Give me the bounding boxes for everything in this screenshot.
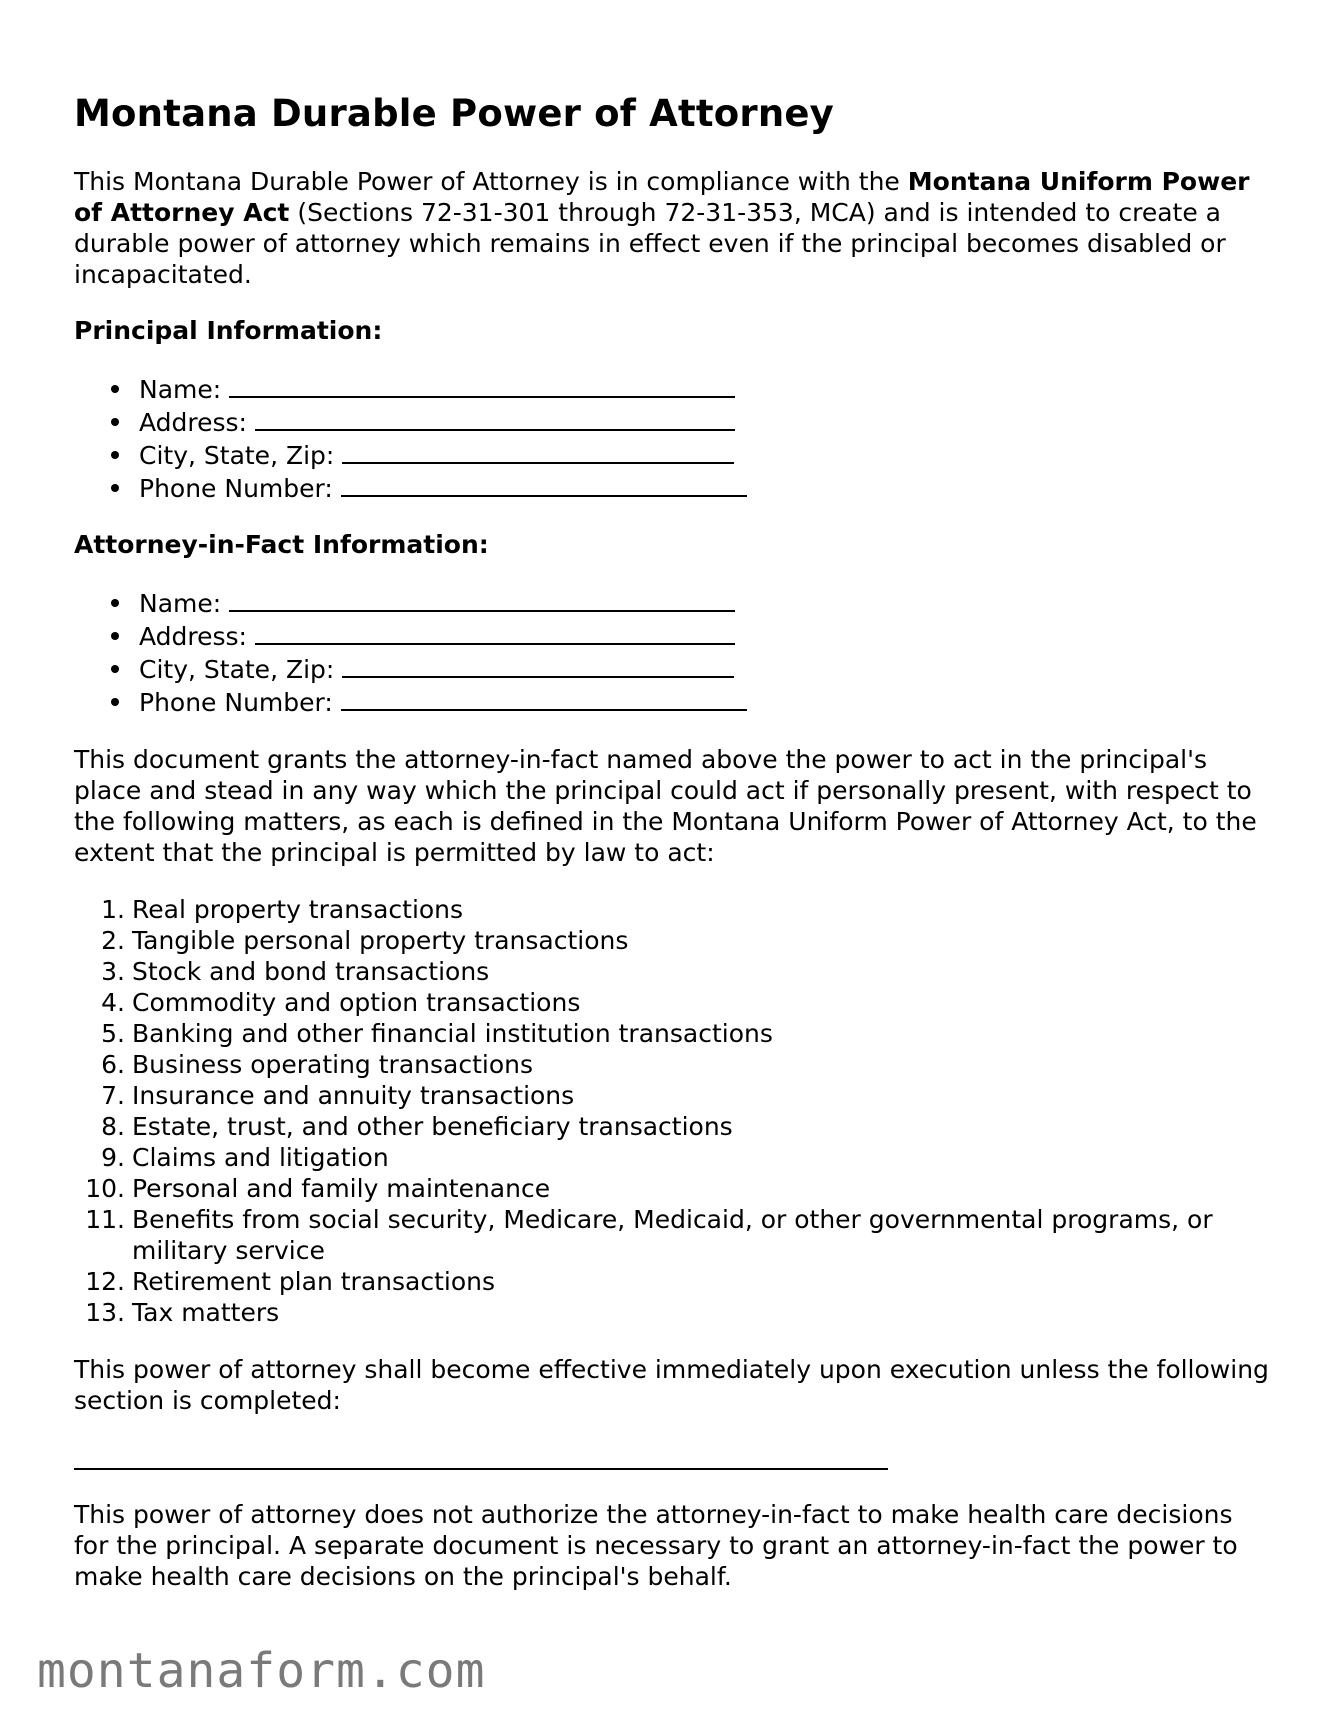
list-item bbox=[74, 1080, 1274, 1111]
item-text: Real property transactions bbox=[132, 895, 464, 924]
list-item bbox=[74, 1266, 1274, 1297]
powers-list bbox=[74, 894, 1274, 1328]
field-label: Name: bbox=[139, 375, 222, 404]
effective-date-blank[interactable] bbox=[74, 1468, 888, 1470]
item-text: Estate, trust, and other beneficiary transactions bbox=[132, 1112, 733, 1141]
watermark: montanaform.com bbox=[37, 1643, 486, 1699]
principal-fields bbox=[74, 372, 1274, 504]
item-number: 12. bbox=[85, 1267, 125, 1296]
attorney-address-blank[interactable] bbox=[255, 619, 735, 645]
field-label: City, State, Zip: bbox=[139, 441, 335, 470]
principal-city-state-zip-blank[interactable] bbox=[342, 438, 734, 464]
item-number: 13. bbox=[85, 1298, 125, 1327]
intro-text-1: This Montana Durable Power of Attorney is in compliance with the bbox=[74, 167, 908, 196]
health-care-paragraph: This power of attorney does not authorize the attorney-in-fact to make health care decisions for the principal. A separate document is necessary to grant an attorney-in-fact the power to make health care decisions on the principal's behalf. bbox=[74, 1500, 1238, 1591]
item-text: Benefits from social security, Medicare, Medicaid, or other governmental programs, or military service bbox=[132, 1205, 1213, 1265]
list-item bbox=[74, 1297, 1274, 1328]
principal-heading: Principal Information: bbox=[74, 316, 383, 345]
principal-address-blank[interactable] bbox=[255, 405, 735, 431]
item-number: 10. bbox=[85, 1174, 125, 1203]
item-text: Commodity and option transactions bbox=[132, 988, 581, 1017]
item-number: 7. bbox=[101, 1081, 125, 1110]
item-number: 9. bbox=[101, 1143, 125, 1172]
list-item bbox=[74, 1049, 1274, 1080]
effective-paragraph: This power of attorney shall become effective immediately upon execution unless the following section is completed: bbox=[74, 1355, 1269, 1415]
item-number: 5. bbox=[101, 1019, 125, 1048]
item-text: Insurance and annuity transactions bbox=[132, 1081, 575, 1110]
intro-paragraph bbox=[74, 166, 1274, 290]
list-item bbox=[74, 1142, 1274, 1173]
attorney-address-field bbox=[74, 619, 1274, 652]
item-number: 2. bbox=[101, 926, 125, 955]
attorney-city-state-zip-field bbox=[74, 652, 1274, 685]
field-label: City, State, Zip: bbox=[139, 655, 335, 684]
list-item bbox=[74, 925, 1274, 956]
attorney-phone-blank[interactable] bbox=[341, 685, 747, 711]
attorney-city-state-zip-blank[interactable] bbox=[342, 652, 734, 678]
list-item bbox=[74, 1173, 1274, 1204]
principal-address-field bbox=[74, 405, 1274, 438]
principal-name-field bbox=[74, 372, 1274, 405]
grant-paragraph: This document grants the attorney-in-fact named above the power to act in the principal's place and stead in any way which the principal could act if personally present, with respect to the following matters, as each is defined in the Montana Uniform Power of Attorney Act, to the extent that the principal is permitted by law to act: bbox=[74, 745, 1257, 867]
principal-name-blank[interactable] bbox=[229, 372, 735, 398]
list-item bbox=[74, 1204, 1274, 1266]
field-label: Name: bbox=[139, 589, 222, 618]
attorney-name-blank[interactable] bbox=[229, 586, 735, 612]
item-text: Retirement plan transactions bbox=[132, 1267, 495, 1296]
list-item bbox=[74, 1018, 1274, 1049]
item-text: Personal and family maintenance bbox=[132, 1174, 551, 1203]
attorney-heading: Attorney-in-Fact Information: bbox=[74, 530, 489, 559]
list-item bbox=[74, 1111, 1274, 1142]
item-number: 11. bbox=[85, 1205, 125, 1234]
list-item bbox=[74, 956, 1274, 987]
item-number: 4. bbox=[101, 988, 125, 1017]
field-label: Address: bbox=[139, 408, 247, 437]
item-text: Business operating transactions bbox=[132, 1050, 533, 1079]
attorney-phone-field bbox=[74, 685, 1274, 718]
item-number: 1. bbox=[101, 895, 125, 924]
intro-text-2: (Sections 72-31-301 through 72-31-353, MCA) and is intended to create a durable power of attorney which remains in effect even if the principal becomes disabled or incapacitated. bbox=[74, 198, 1226, 289]
item-text: Tangible personal property transactions bbox=[132, 926, 629, 955]
item-number: 3. bbox=[101, 957, 125, 986]
principal-phone-blank[interactable] bbox=[341, 471, 747, 497]
item-number: 8. bbox=[101, 1112, 125, 1141]
page-title: Montana Durable Power of Attorney bbox=[74, 92, 835, 135]
item-text: Banking and other financial institution transactions bbox=[132, 1019, 773, 1048]
item-number: 6. bbox=[101, 1050, 125, 1079]
act-name: Montana Uniform Power of Attorney Act bbox=[74, 167, 1250, 227]
principal-city-state-zip-field bbox=[74, 438, 1274, 471]
document-page bbox=[74, 88, 1274, 1592]
field-label: Phone Number: bbox=[139, 474, 333, 503]
principal-phone-field bbox=[74, 471, 1274, 504]
field-label: Phone Number: bbox=[139, 688, 333, 717]
item-text: Claims and litigation bbox=[132, 1143, 389, 1172]
list-item bbox=[74, 987, 1274, 1018]
attorney-fields bbox=[74, 586, 1274, 718]
item-text: Stock and bond transactions bbox=[132, 957, 490, 986]
list-item bbox=[74, 894, 1274, 925]
field-label: Address: bbox=[139, 622, 247, 651]
attorney-name-field bbox=[74, 586, 1274, 619]
item-text: Tax matters bbox=[132, 1298, 280, 1327]
